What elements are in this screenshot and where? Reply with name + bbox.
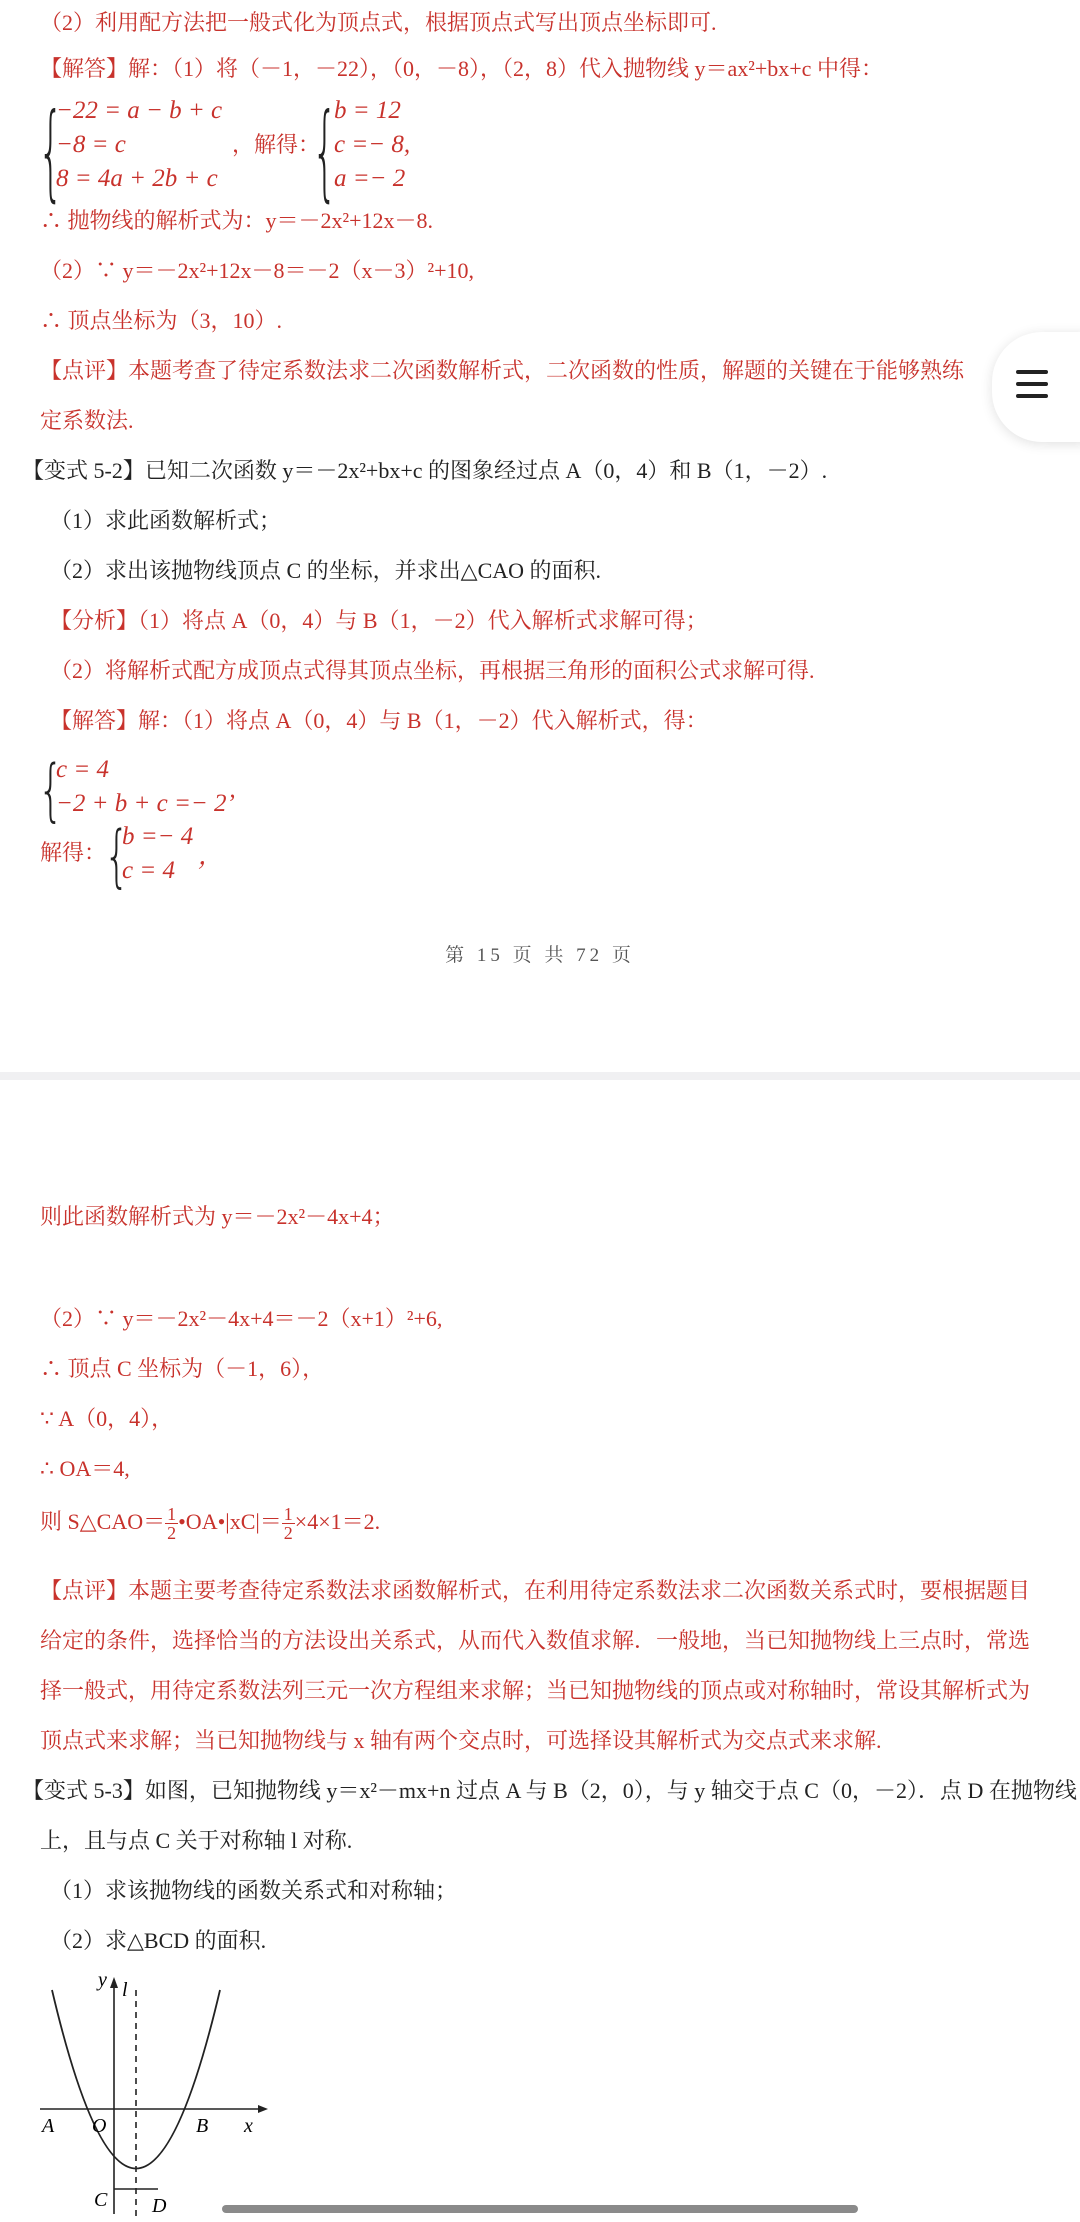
fraction-half-2: $\frac{1}{2}$ — [283, 1504, 293, 1544]
comment-line-1: 【点评】本题考查了待定系数法求二次函数解析式，二次函数的性质，解题的关键在于能够熟练 — [40, 358, 965, 383]
solution2-b: b =− 4 — [122, 823, 194, 850]
system-eq-1: −22 = a − b + c — [56, 97, 223, 124]
analysis-1: 【分析】（1）将点 A（0，4）与 B（1，－2）代入解析式求解可得； — [50, 608, 708, 633]
question-5-3-2: （2）求△BCD 的面积. — [50, 1928, 267, 1953]
solution2-comma: ， — [198, 843, 224, 870]
fraction-half: $\frac{1}{2}$ — [167, 1504, 177, 1544]
variant-5-3-line-2: 上，且与点 C 关于对称轴 l 对称. — [40, 1828, 353, 1853]
system2-eq-2: −2 + b + c =− 2’ — [56, 790, 235, 817]
question-2: （2）求出该抛物线顶点 C 的坐标，并求出△CAO 的面积. — [50, 558, 602, 583]
solution-heading: 【解答】解：（1）将点 A（0，4）与 B（1，－2）代入解析式，得： — [50, 708, 708, 733]
analysis-2: （2）将解析式配方成顶点式得其顶点坐标，再根据三角形的面积公式求解可得. — [50, 658, 815, 683]
home-indicator[interactable] — [222, 2205, 858, 2213]
area-formula: 则 S△CAO＝ $\frac{1}{2}$ •OA•|xC|＝ $\frac{1}{2}$ ×4×1＝2. — [40, 1504, 381, 1544]
y-axis-arrow-icon — [110, 1977, 118, 1988]
comment-2-line-4: 顶点式来求解；当已知抛物线与 x 轴有两个交点时，可选择设其解析式为交点式来求解. — [40, 1728, 882, 1753]
label-l: l — [122, 1979, 128, 2001]
hamburger-icon — [1016, 370, 1048, 374]
function-result: 则此函数解析式为 y＝－2x²－4x+4； — [40, 1204, 395, 1229]
comment-2-line-1: 【点评】本题主要考查待定系数法求函数解析式，在利用待定系数法求二次函数关系式时，要根据题目 — [40, 1578, 1031, 1603]
document-page-15 — [0, 0, 1080, 1072]
point-a: ∵ A（0，4）， — [40, 1406, 174, 1431]
label-a: A — [42, 2115, 55, 2137]
comment-2-line-3: 择一般式，用待定系数法列三元一次方程组来求解；当已知抛物线的顶点或对称轴时，常设其解析式为 — [40, 1678, 1031, 1703]
label-x: x — [244, 2115, 253, 2137]
solution-a: a =− 2 — [334, 165, 406, 192]
answer-heading: 【解答】解：（1）将（－1，－22），（0，－8），（2，8）代入抛物线 y＝ax²+bx+c 中得： — [40, 56, 883, 81]
comment-2-line-2: 给定的条件，选择恰当的方法设出关系式，从而代入数值求解．一般地，当已知抛物线上三点时，常选 — [40, 1628, 1031, 1653]
label-d: D — [152, 2195, 167, 2217]
vertex-form: （2）∵ y＝－2x²+12x－8＝－2（x－3）²+10, — [40, 258, 475, 283]
vertex-coordinates: ∴ 顶点坐标为（3，10）. — [40, 308, 283, 333]
solve-label: ，解得： — [232, 132, 321, 157]
question-5-3-1: （1）求该抛物线的函数关系式和对称轴； — [50, 1878, 458, 1903]
solution2-c: c = 4 — [122, 857, 175, 884]
label-c: C — [94, 2189, 108, 2211]
page-footer: 第 15 页 共 72 页 — [445, 945, 635, 966]
question-1: （1）求此函数解析式； — [50, 508, 282, 533]
solution-b: b = 12 — [334, 97, 401, 124]
vertex-form-2: （2）∵ y＝－2x²－4x+4＝－2（x+1）²+6, — [40, 1306, 443, 1331]
system-brace-2: { — [38, 752, 64, 831]
oa-length: ∴ OA＝4, — [40, 1456, 130, 1481]
x-axis-arrow-icon — [258, 2105, 268, 2113]
system-brace: { — [38, 94, 64, 214]
label-b: B — [196, 2115, 209, 2137]
system-eq-2: −8 = c — [56, 131, 126, 158]
menu-button[interactable] — [992, 332, 1080, 442]
system2-eq-1: c = 4 — [56, 756, 109, 783]
system-eq-3: 8 = 4a + 2b + c — [56, 165, 218, 192]
solution-c: c =− 8, — [334, 131, 411, 158]
analysis-line-2: （2）利用配方法把一般式化为顶点式，根据顶点式写出顶点坐标即可. — [40, 10, 717, 35]
variant-5-3-title: 【变式 5-3】如图，已知抛物线 y＝x²－mx+n 过点 A 与 B（2，0），与 y 轴交于点 C（0，－2）．点 D 在抛物线 — [22, 1778, 1077, 1803]
solution-brace: { — [312, 94, 338, 214]
page-separator — [0, 1072, 1080, 1080]
variant-5-2-title: 【变式 5-2】已知二次函数 y＝－2x²+bx+c 的图象经过点 A（0，4）和 B（1，－2）. — [22, 458, 828, 483]
solution-brace-2: { — [104, 818, 130, 897]
vertex-c: ∴ 顶点 C 坐标为（－1，6）， — [40, 1356, 325, 1381]
comment-line-2: 定系数法. — [40, 408, 134, 433]
label-y: y — [98, 1972, 107, 1991]
label-o: O — [92, 2115, 107, 2137]
parabola-figure — [30, 1972, 270, 2222]
solved-label: 解得： — [40, 840, 107, 865]
document-page-16 — [0, 1080, 1080, 2222]
parabola-expression: ∴ 抛物线的解析式为：y＝－2x²+12x－8. — [40, 208, 434, 233]
